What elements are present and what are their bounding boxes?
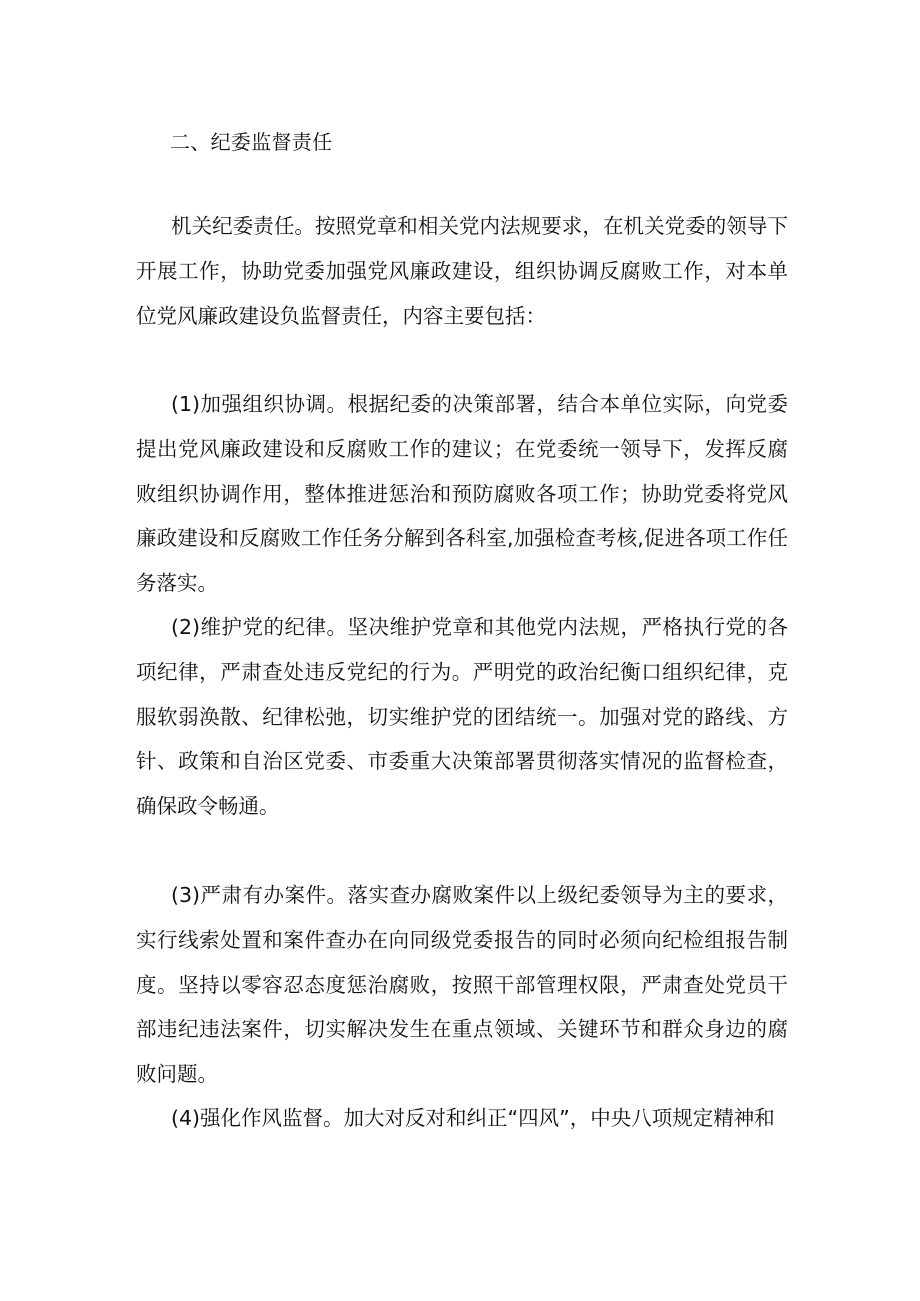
paragraph-item-4: (4)强化作风监督。加大对反对和纠正“四风”，中央八项规定精神和 [171, 1106, 775, 1130]
paragraph-item-3: (3)严肃有办案件。落实查办腐败案件以上级纪委领导为主的要求，实行线索处置和案件查办在向同级党委报告的同时必须向纪检组报告制度。坚持以零容忍态度惩治腐败，按照干部管理权限，严肃查处党员干部违纪违法案件，切实解决发生在重点领域、关键环节和群众身边的腐败问题。 [136, 883, 788, 1087]
section-heading: 二、纪委监督责任 [170, 130, 333, 154]
paragraph-item-2: (2)维护党的纪律。坚决维护党章和其他党内法规，严格执行党的各项纪律，严肃查处违反党纪的行为。严明党的政治纪衡口组织纪律，克服软弱涣散、纪律松弛，切实维护党的团结统一。加强对党的路线、方针、政策和自治区党委、市委重大决策部署贯彻落实情况的监督检查，确保政令畅通。 [136, 615, 788, 819]
paragraph-item-1: (1)加强组织协调。根据纪委的决策部署，结合本单位实际，向党委提出党风廉政建设和反腐败工作的建议；在党委统一领导下，发挥反腐败组织协调作用，整体推进惩治和预防腐败各项工作；协助党委将党风廉政建设和反腐败工作任务分解到各科室,加强检查考核,促进各项工作任务落实。 [136, 392, 788, 596]
paragraph-intro: 机关纪委责任。按照党章和相关党内法规要求，在机关党委的领导下开展工作，协助党委加强党风廉政建设，组织协调反腐败工作，对本单位党风廉政建设负监督责任，内容主要包括： [136, 214, 788, 328]
